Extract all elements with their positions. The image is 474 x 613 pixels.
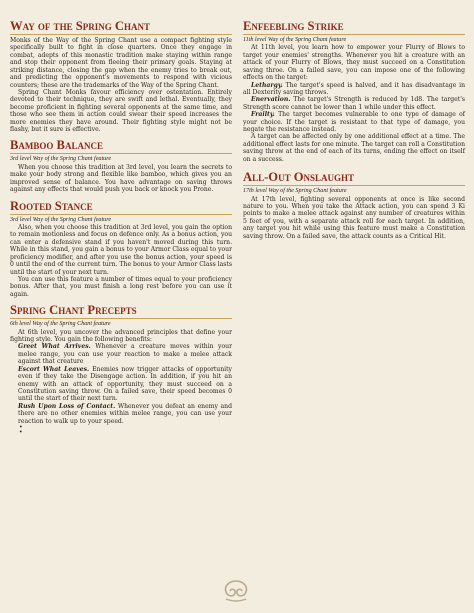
section-title-spring-chant: Way of the Spring Chant bbox=[10, 19, 150, 33]
effect-text: The target becomes vulnerable to one type of damage of your choice. If the target is resistant to that type of damage, you negate the resistance instead. bbox=[243, 111, 466, 134]
section-title-enfeebling-strike: Enfeebling Strike bbox=[243, 19, 344, 33]
paragraph: At 17th level, fighting several opponents at once is like second nature to you. When you take the Attack action, you can spend 3 Ki points to make a melee attack against any number of creatures within 5 feet of you, with a separate attack roll for each target. In addition, any target you hit while using this feature must make a Constitution saving throw. On a failed save, the attack counts as a Critical Hit. bbox=[243, 195, 465, 240]
benefit-text: Whenever you defeat an enemy and there are no other enemies within melee range, you can use your reaction to walk up to your speed. bbox=[18, 402, 232, 425]
effect-label: Frailty. bbox=[251, 111, 275, 119]
effect-item bbox=[243, 96, 465, 111]
section-title-bamboo-balance: Bamboo Balance bbox=[10, 138, 103, 153]
effect-label: Enervation. bbox=[251, 96, 291, 104]
paragraph: Spring Chant Monks favour efficiency over ostentation. Entirely devoted to their technique, they are swift and lethal. Eventually, they become proficient in fighting several opponents at the same time, and those who see them in action could swear their speed increases the more enemies they have around. Their fighting style might not be flashy, but it sure is effective. bbox=[10, 88, 232, 134]
benefit-item bbox=[10, 343, 232, 365]
ornament-icon bbox=[218, 578, 254, 604]
heading-rule bbox=[10, 318, 232, 319]
benefit-text: Whenever a creature moves within your melee range, you can use your reaction to make a melee attack against that creature bbox=[18, 343, 232, 366]
benefit-label: Escort What Leaves. bbox=[18, 365, 90, 373]
benefit-item bbox=[10, 403, 232, 425]
right-column bbox=[243, 20, 465, 240]
paragraph: Monks of the Way of the Spring Chant use a compact fighting style specifically built to fight in close quarters. Once they engage in combat, adepts of this monastic tradition make staying within range and stop their opponent from fleeing their primary goals. Staying at striking distance, closing the gap when the enemy tries to break out, and predicting the opponent's movements to respond with vicious counters; these are the trademarks of the Way of the Spring Chant. bbox=[10, 37, 232, 89]
paragraph: At 6th level, you uncover the advanced principles that define your fighting style. You gain the following benefits: bbox=[10, 328, 232, 344]
effect-text: The target's speed is halved, and it has disadvantage in all Dexterity saving throws. bbox=[243, 81, 465, 96]
benefit-item bbox=[10, 366, 232, 403]
feature-subtitle: 3rd level Way of the Spring Chant feature bbox=[10, 216, 112, 223]
feature-subtitle: 6th level Way of the Spring Chant feature bbox=[10, 321, 111, 328]
heading-rule bbox=[10, 34, 232, 35]
paragraph: At 11th level, you learn how to empower your Flurry of Blows to target your enemies' strengths. Whenever you hit a creature with an attack of your Flurry of Blows, they must succeed on a Constitution saving throe. On a failed save, you can impose one of the following effects on the target: bbox=[243, 44, 465, 82]
paragraph: You can use this feature a number of times equal to your proficiency bonus. After that, you must finish a long rest before you can use it again. bbox=[10, 275, 232, 298]
effect-text: The target's Strength is reduced by 1d8. The target's Strength score cannot be lower than 1 while under this effect. bbox=[243, 96, 466, 111]
heading-rule bbox=[243, 34, 465, 35]
paragraph: A target can be affected only by one additional effect at a time. The additional effect lasts for one minute. The target can roll a Constitution saving throw at the end of each of its turns, ending the effect on itself on a success. bbox=[243, 133, 465, 163]
section-title-all-out-onslaught: All-Out Onslaught bbox=[243, 170, 355, 185]
effect-item bbox=[243, 82, 465, 97]
section-title-spring-chant-precepts: Spring Chant Precepts bbox=[10, 303, 137, 318]
benefit-text: Enemies now trigger attacks of opportunity even if they take the Disengage action. In addition, if you hit an enemy with an attack of opportunity, they must succeed on a Constitution saving throw. On a failed save, their speed becomes 0 until the start of their next turn. bbox=[18, 365, 232, 403]
stray-mark-icon: • bbox=[19, 424, 23, 432]
paragraph: Also, when you choose this tradition at 3rd level, you gain the option to remain motionless and focus on defence only. As a bonus action, you can enter a defensive stand if you haven't moved during this turn. While in this stand, you gain a bonus to your Armor Class equal to your proficiency modifier, and after you use the bonus action, your speed is 0 until the end of the current turn. The bonus to your Armor Class lasts until the start of your next turn. bbox=[10, 223, 232, 276]
stray-mark-icon: • bbox=[19, 429, 23, 437]
benefit-label: Greet What Arrives. bbox=[18, 343, 91, 351]
effect-item bbox=[243, 111, 465, 133]
section-title-rooted-stance: Rooted Stance bbox=[10, 198, 93, 213]
left-column bbox=[10, 20, 232, 435]
heading-rule bbox=[10, 214, 232, 215]
benefit-label: Rush Upon Loss of Contact. bbox=[18, 402, 116, 410]
heading-rule bbox=[10, 153, 232, 154]
heading-rule bbox=[243, 185, 465, 186]
feature-subtitle: 3rd level Way of the Spring Chant feature bbox=[10, 156, 112, 163]
feature-subtitle: 11th level Way of the Spring Chant feature bbox=[243, 37, 347, 43]
paragraph: When you choose this tradition at 3rd level, you learn the secrets to make your body strong and flexible like bamboo, which gives you an improved sense of balance. You have advantage on saving throws against any effects that would push you back or knock you Prone. bbox=[10, 163, 232, 194]
feature-subtitle: 17th level Way of the Spring Chant feature bbox=[243, 188, 347, 195]
effect-label: Lethargy. bbox=[251, 81, 283, 89]
